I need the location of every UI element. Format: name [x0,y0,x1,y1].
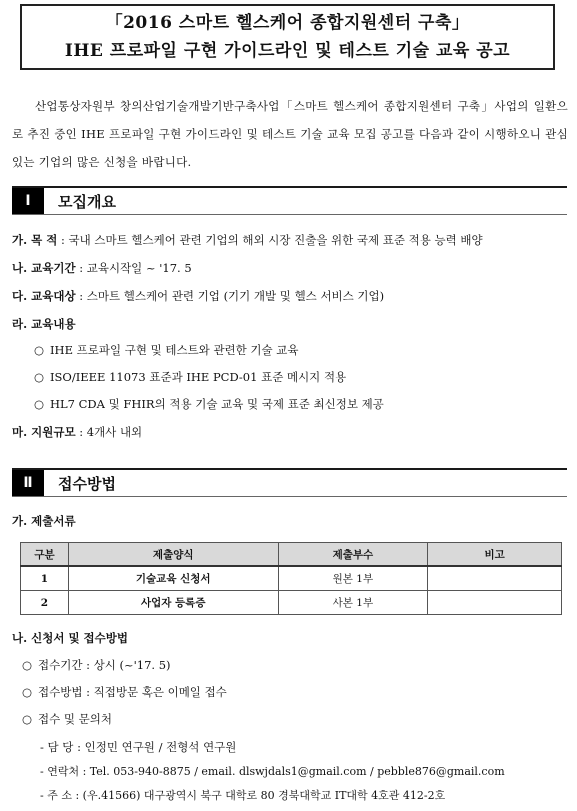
table-header-cell: 구분 [21,543,69,567]
documents-table [20,542,562,615]
table-cell: 2 [21,591,69,615]
title-line-1: 「2016 스마트 헬스케어 종합지원센터 구축」 [105,13,470,33]
bullet-circle-icon: ○ [22,712,33,726]
section-number: Ⅰ [12,188,44,214]
bullet-circle-icon: ○ [34,397,45,411]
content-label: 라. 교육내용 [12,317,76,331]
contact-label: 접수 및 문의처 [38,712,112,726]
apply-method-line [22,684,227,700]
scale-line: 마. 지원규모 : 4개사 내외 [12,425,143,439]
title-box [20,4,555,70]
content-item: ○ HL7 CDA 및 FHIR의 적용 기술 교육 및 국제 표준 최신정보 제공 [34,397,384,411]
table-cell: 사본 1부 [278,591,428,615]
period-label: 나. 교육기간 [12,261,76,275]
scale-label: 마. 지원규모 [12,425,76,439]
period-value: 교육시작일 ~ '17. 5 [86,261,192,275]
table-header-row [21,543,562,567]
section-title: 접수방법 [58,474,116,493]
apply-period-line [22,657,171,673]
table-cell: 사업자 등록증 [68,591,278,615]
contact-address: - 주 소 : (우.41566) 대구광역시 북구 대학로 80 경북대학교 IT대학 4호관 412-2호 [40,789,446,802]
purpose-line: 가. 목 적 : 국내 스마트 헬스케어 관련 기업의 해외 시장 진출을 위한 국제 표준 적용 능력 배양 [12,233,483,247]
content-item: ○ IHE 프로파일 구현 및 테스트와 관련한 기술 교육 [34,343,299,357]
target-label: 다. 교육대상 [12,289,76,303]
table-header-cell: 제출부수 [278,543,428,567]
docs-label: 가. 제출서류 [12,514,76,528]
table-cell: 기술교육 신청서 [68,566,278,591]
contact-phone: - 연락처 : Tel. 053-940-8875 / email. dlswjdals1@gmail.com / pebble876@gmail.com [40,765,505,778]
intro-paragraph: 산업통상자원부 창의산업기술개발기반구축사업「스마트 헬스케어 종합지원센터 구축」사업의 일환으로 추진 중인 IHE 프로파일 구현 가이드라인 및 테스트 기술 교육 모집 공고를 다음과 같이 시행하오니 관심 있는 기업의 많은 신청을 바랍니다. [12,99,568,169]
purpose-label: 가. 목 적 [12,233,58,247]
table-cell [428,591,562,615]
purpose-value: 국내 스마트 헬스케어 관련 기업의 해외 시장 진출을 위한 국제 표준 적용 능력 배양 [68,233,483,247]
target-line: 다. 교육대상 : 스마트 헬스케어 관련 기업 (기기 개발 및 헬스 서비스 기업) [12,289,385,303]
contact-line [22,711,112,727]
section-header-overview [12,186,567,215]
docs-line [12,513,76,529]
content-line [12,316,76,332]
apply-method: 접수방법 : 직접방문 혹은 이메일 접수 [38,685,227,699]
section-number: Ⅱ [12,470,44,496]
table-header-cell: 제출양식 [68,543,278,567]
target-value: 스마트 헬스케어 관련 기업 (기기 개발 및 헬스 서비스 기업) [86,289,385,303]
table-header-cell: 비고 [428,543,562,567]
bullet-circle-icon: ○ [22,685,33,699]
contact-person: - 담 당 : 인정민 연구원 / 전형석 연구원 [40,740,237,754]
scale-value: 4개사 내외 [86,425,143,439]
content-item: ○ ISO/IEEE 11073 표준과 IHE PCD-01 표준 메시지 적용 [34,370,347,384]
apply-period: 접수기간 : 상시 (~'17. 5) [38,658,171,672]
bullet-circle-icon: ○ [22,658,33,672]
apply-line [12,630,128,646]
table-cell [428,566,562,591]
section-header-application [12,468,567,497]
bullet-circle-icon: ○ [34,343,45,357]
apply-label: 나. 신청서 및 접수방법 [12,631,128,645]
bullet-circle-icon: ○ [34,370,45,384]
section-title: 모집개요 [58,192,116,211]
table-row [21,591,562,615]
table-cell: 원본 1부 [278,566,428,591]
period-line: 나. 교육기간 : 교육시작일 ~ '17. 5 [12,261,192,275]
table-cell: 1 [21,566,69,591]
title-line-2: IHE 프로파일 구현 가이드라인 및 테스트 기술 교육 공고 [64,41,511,61]
table-row [21,566,562,591]
